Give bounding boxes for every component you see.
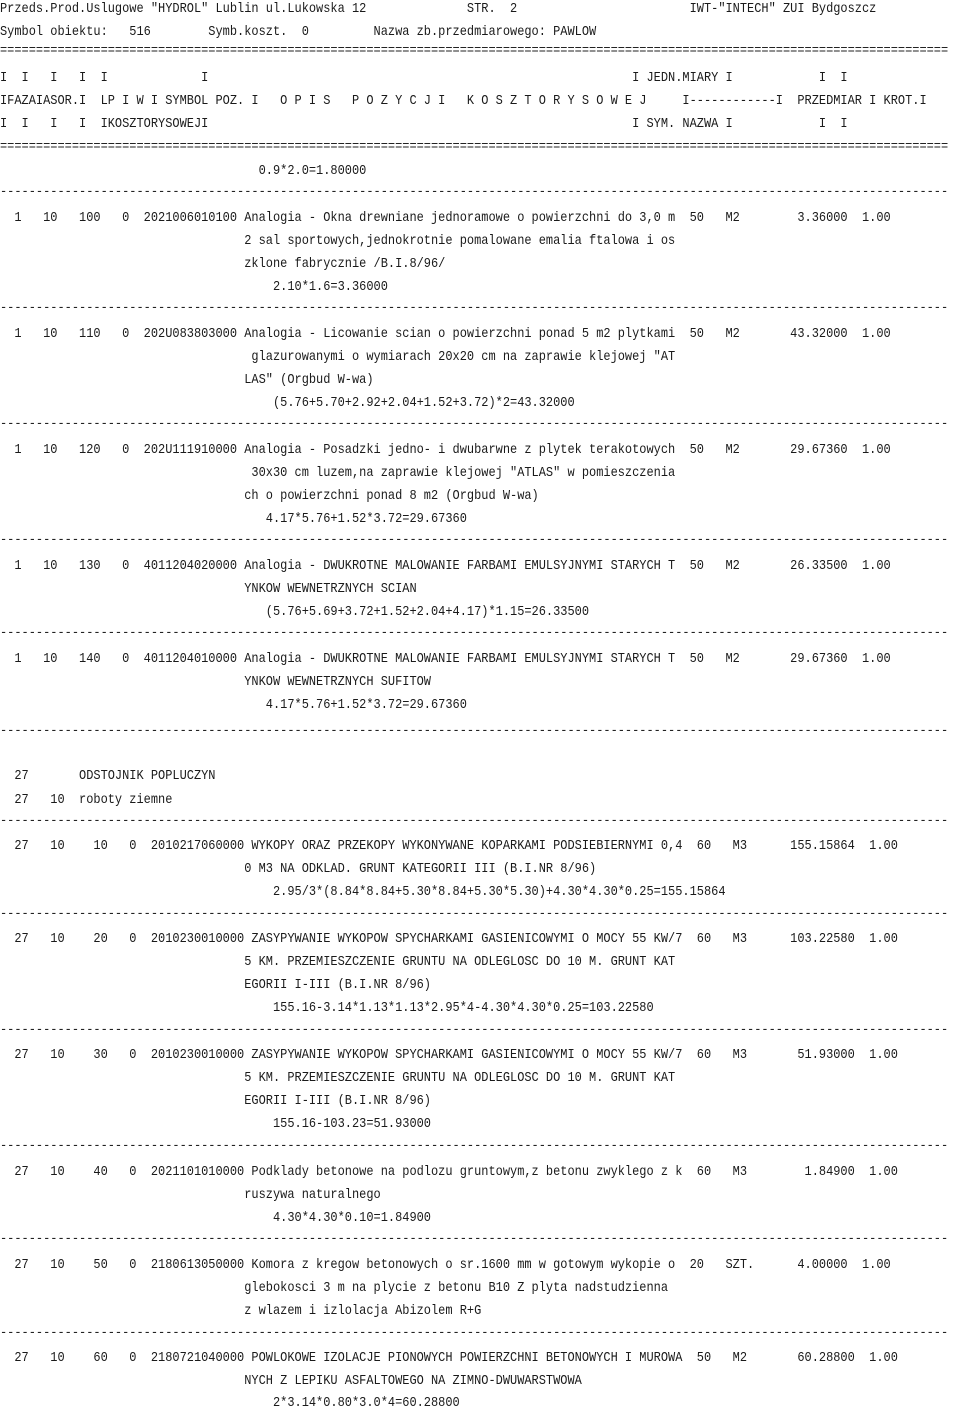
rule-separator: ------------------------------------------------------------------------------------------------------------------------------------ — [0, 1138, 949, 1154]
calc-line: (5.76+5.69+3.72+1.52+2.04+4.17)*1.15=26.33500 — [0, 604, 590, 620]
position-row: 1 10 100 0 2021006010100 Analogia - Okna drewniane jednoramowe o powierzchni do 3,0 m 50 M2 3.36000 1.00 — [0, 210, 891, 226]
position-row: 27 10 20 0 2010230010000 ZASYPYWANIE WYKOPOW SPYCHARKAMI GASIENICOWYMI O MOCY 55 KW/7 60 M3 103.22580 1.00 — [0, 931, 898, 947]
rule-separator: ------------------------------------------------------------------------------------------------------------------------------------ — [0, 625, 949, 641]
description-line: EGORII I-III (B.I.NR 8/96) — [0, 1093, 432, 1109]
position-row: 27 10 40 0 2021101010000 Podklady betonowe na podlozu gruntowym,z betonu zwyklego z k 60 M3 1.84900 1.00 — [0, 1164, 898, 1180]
description-line: ch o powierzchni ponad 8 m2 (Orgbud W-wa) — [0, 488, 539, 504]
rule-double-header: ==================================================================================================================================== — [0, 139, 949, 155]
description-line: NYCH Z LEPIKU ASFALTOWEGO NA ZIMNO-DWUWARSTWOWA — [0, 1373, 582, 1389]
calc-line: 155.16-3.14*1.13*1.13*2.95*4-4.30*4.30*0.25=103.22580 — [0, 1000, 654, 1016]
description-line: 2 sal sportowych,jednokrotnie pomalowane emalia ftalowa i os — [0, 233, 676, 249]
header-line-object: Symbol obiektu: 516 Symb.koszt. 0 Nazwa zb.przedmiarowego: PAWLOW — [0, 24, 597, 40]
calc-line: (5.76+5.70+2.92+2.04+1.52+3.72)*2=43.32000 — [0, 395, 575, 411]
column-header-row-1: I I I I I I I JEDN.MIARY I I I — [0, 70, 848, 86]
position-row: 27 10 60 0 2180721040000 POWLOKOWE IZOLACJE PIONOWYCH POWIERZCHNI BETONOWYCH I MUROWA 50 M2 60.28800 1.00 — [0, 1350, 898, 1366]
rule-separator: ------------------------------------------------------------------------------------------------------------------------------------ — [0, 813, 949, 829]
description-line: YNKOW WEWNETRZNYCH SUFITOW — [0, 674, 432, 690]
calc-line: 155.16-103.23=51.93000 — [0, 1116, 432, 1132]
column-header-row-3: I I I I IKOSZTORYSOWEJI I SYM. NAZWA I I I — [0, 116, 848, 132]
description-line: YNKOW WEWNETRZNYCH SCIAN — [0, 581, 417, 597]
description-line: EGORII I-III (B.I.NR 8/96) — [0, 977, 432, 993]
description-line: 5 KM. PRZEMIESZCZENIE GRUNTU NA ODLEGLOSC DO 10 M. GRUNT KAT — [0, 954, 676, 970]
rule-separator: ------------------------------------------------------------------------------------------------------------------------------------ — [0, 416, 949, 432]
calc-line: 0.9*2.0=1.80000 — [0, 163, 367, 179]
position-row: 1 10 120 0 202U111910000 Analogia - Posadzki jedno- i dwubarwne z plytek terakotowych 50 M2 29.67360 1.00 — [0, 442, 891, 458]
rule-separator: ------------------------------------------------------------------------------------------------------------------------------------ — [0, 300, 949, 316]
calc-line: 2.10*1.6=3.36000 — [0, 279, 388, 295]
description-line: 5 KM. PRZEMIESZCZENIE GRUNTU NA ODLEGLOSC DO 10 M. GRUNT KAT — [0, 1070, 676, 1086]
calc-line: 4.17*5.76+1.52*3.72=29.67360 — [0, 697, 467, 713]
calc-line: 2*3.14*0.80*3.0*4=60.28800 — [0, 1395, 460, 1411]
calc-line: 4.17*5.76+1.52*3.72=29.67360 — [0, 511, 467, 527]
calc-line: 2.95/3*(8.84*8.84+5.30*8.84+5.30*5.30)+4.30*4.30*0.25=155.15864 — [0, 884, 726, 900]
rule-separator: ------------------------------------------------------------------------------------------------------------------------------------ — [0, 1325, 949, 1341]
section-object-title: 27 ODSTOJNIK POPLUCZYN — [0, 768, 216, 784]
position-row: 27 10 50 0 2180613050000 Komora z kregow betonowych o sr.1600 mm w gotowym wykopie o 20 SZT. 4.00000 1.00 — [0, 1257, 891, 1273]
description-line: glazurowanymi o wymiarach 20x20 cm na zaprawie klejowej "AT — [0, 349, 676, 365]
position-row: 27 10 10 0 2010217060000 WYKOPY ORAZ PRZEKOPY WYKONYWANE KOPARKAMI PODSIEBIERNYMI 0,4 60 M3 155.15864 1.00 — [0, 838, 898, 854]
position-row: 1 10 140 0 4011204010000 Analogia - DWUKROTNE MALOWANIE FARBAMI EMULSYJNYMI STARYCH T 50 M2 29.67360 1.00 — [0, 651, 891, 667]
rule-separator: ------------------------------------------------------------------------------------------------------------------------------------ — [0, 723, 949, 739]
position-row: 1 10 110 0 202U083803000 Analogia - Licowanie scian o powierzchni ponad 5 m2 plytkami 50 M2 43.32000 1.00 — [0, 326, 891, 342]
rule-separator: ------------------------------------------------------------------------------------------------------------------------------------ — [0, 906, 949, 922]
description-line: 0 M3 NA ODKLAD. GRUNT KATEGORII III (B.I.NR 8/96) — [0, 861, 597, 877]
description-line: 30x30 cm luzem,na zaprawie klejowej "ATLAS" w pomieszczenia — [0, 465, 676, 481]
description-line: ruszywa naturalnego — [0, 1187, 381, 1203]
rule-separator: ------------------------------------------------------------------------------------------------------------------------------------ — [0, 1022, 949, 1038]
header-line-company: Przeds.Prod.Uslugowe "HYDROL" Lublin ul.Lukowska 12 STR. 2 IWT-"INTECH" ZUI Bydgoszcz — [0, 1, 877, 17]
position-row: 1 10 130 0 4011204020000 Analogia - DWUKROTNE MALOWANIE FARBAMI EMULSYJNYMI STARYCH T 50 M2 26.33500 1.00 — [0, 558, 891, 574]
description-line: glebokosci 3 m na plycie z betonu B10 Z plyta nadstudzienna — [0, 1280, 669, 1296]
column-header-row-2: IFAZAIASOR.I LP I W I SYMBOL POZ. I O P I S P O Z Y C J I K O S Z T O R Y S O W E J I------------I PRZEDMIAR I KROT.I — [0, 93, 927, 109]
calc-line: 4.30*4.30*0.10=1.84900 — [0, 1210, 432, 1226]
rule-double-top: ==================================================================================================================================== — [0, 43, 949, 59]
rule-separator: ------------------------------------------------------------------------------------------------------------------------------------ — [0, 532, 949, 548]
section-subgroup-title: 27 10 roboty ziemne — [0, 792, 173, 808]
position-row: 27 10 30 0 2010230010000 ZASYPYWANIE WYKOPOW SPYCHARKAMI GASIENICOWYMI O MOCY 55 KW/7 60 M3 51.93000 1.00 — [0, 1047, 898, 1063]
description-line: zklone fabrycznie /B.I.8/96/ — [0, 256, 446, 272]
rule-separator: ------------------------------------------------------------------------------------------------------------------------------------ — [0, 1231, 949, 1247]
description-line: LAS" (Orgbud W-wa) — [0, 372, 374, 388]
rule-separator: ------------------------------------------------------------------------------------------------------------------------------------ — [0, 184, 949, 200]
description-line: z wlazem i izlolacja Abizolem R+G — [0, 1303, 482, 1319]
